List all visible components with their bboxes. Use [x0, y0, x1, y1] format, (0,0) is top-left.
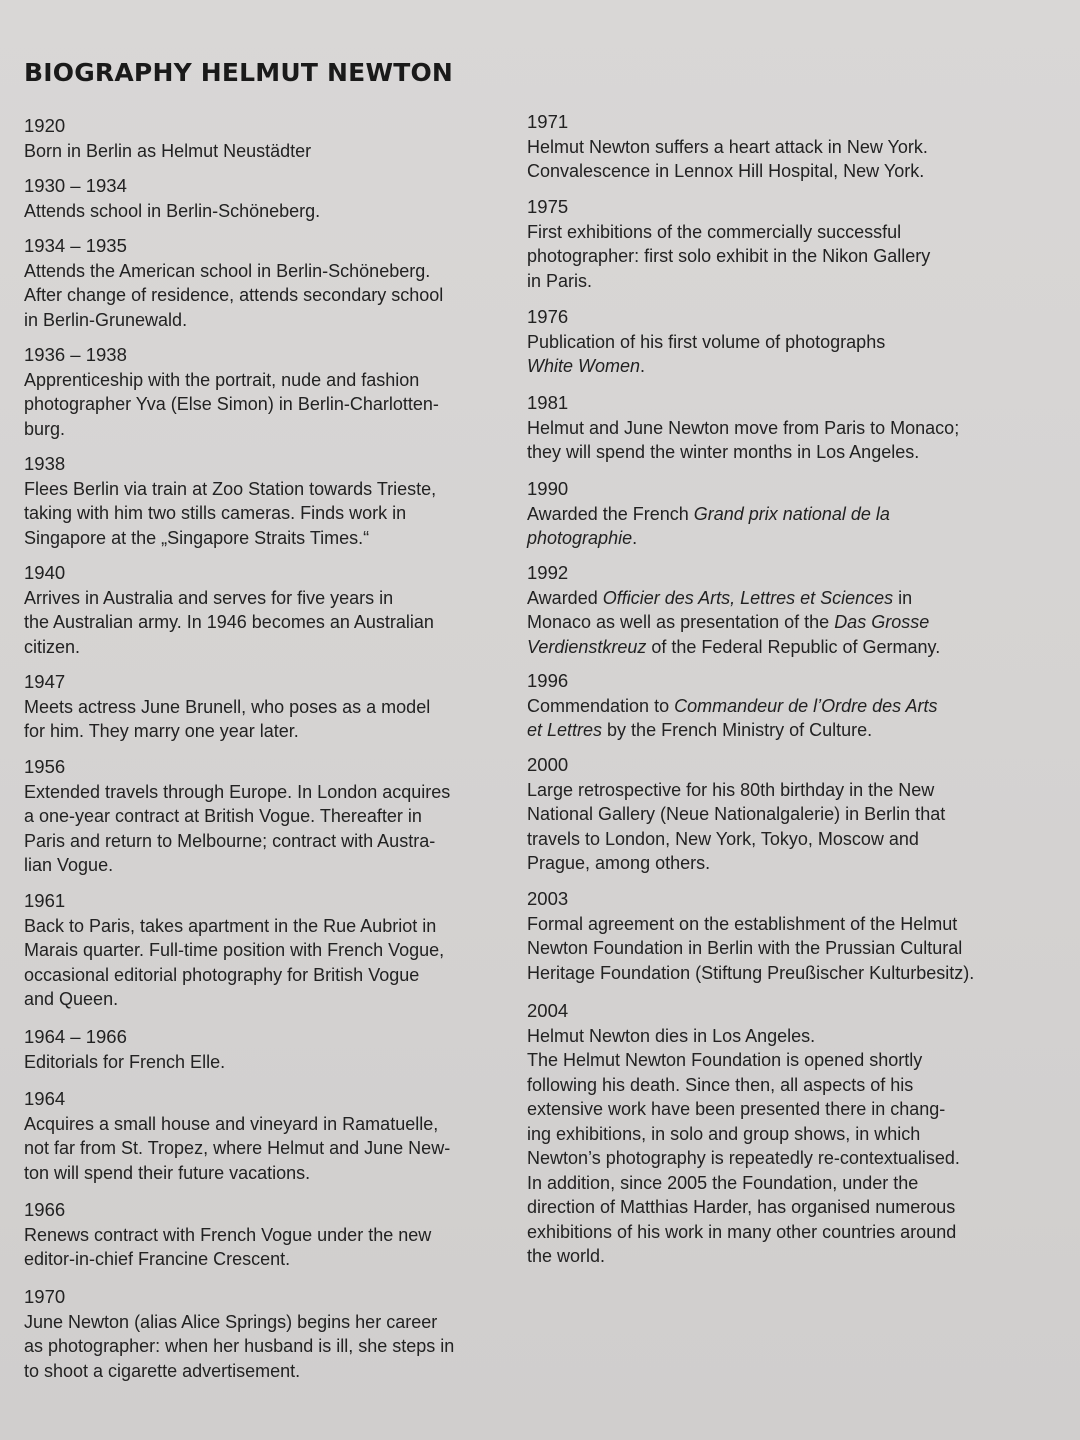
- entry-2000: [527, 753, 1017, 876]
- entry-year: 2004: [527, 1000, 569, 1021]
- entry-1930-1934: [24, 174, 494, 223]
- entry-line: taking with him two stills cameras. Finds work in: [24, 503, 407, 523]
- entry-line: Editorials for French Elle.: [24, 1051, 226, 1072]
- entry-year: 1990: [527, 478, 569, 499]
- entry-line: The Helmut Newton Foundation is opened shortly: [527, 1050, 923, 1070]
- entry-year: 2003: [527, 888, 569, 909]
- entry-1940: [24, 561, 494, 659]
- entry-1936-1938: [24, 343, 494, 441]
- entry-line: Marais quarter. Full-time position with French Vogue,: [24, 940, 445, 960]
- entry-line: Paris and return to Melbourne; contract with Austra-: [24, 830, 436, 851]
- entry-year: 1970: [24, 1286, 66, 1307]
- entry-year: 1975: [527, 196, 569, 217]
- entry-line: Helmut Newton dies in Los Angeles.: [527, 1025, 816, 1046]
- entry-year: 1940: [24, 562, 66, 583]
- entry-text: [24, 199, 494, 224]
- entry-text: [527, 502, 1017, 551]
- entry-1961: [24, 889, 494, 1012]
- entry-text: [24, 477, 494, 551]
- entry-line: as photographer: when her husband is ill, she steps in: [24, 1336, 455, 1356]
- entry-text: [527, 1024, 1017, 1269]
- award-title: photographie: [527, 528, 633, 548]
- entry-line: photographer: first solo exhibit in the Nikon Gallery: [527, 246, 931, 266]
- entry-text: [527, 416, 1017, 465]
- entry-line: [527, 718, 1017, 743]
- entry-line: Convalescence in Lennox Hill Hospital, New York.: [527, 161, 925, 181]
- entry-line: [527, 694, 1017, 719]
- entry-line: [527, 354, 1017, 379]
- entry-line: citizen.: [24, 636, 81, 657]
- entry-year: 1930 – 1934: [24, 175, 127, 196]
- entry-line: and Queen.: [24, 989, 119, 1009]
- entry-line: Helmut and June Newton move from Paris to Monaco;: [527, 417, 960, 438]
- entry-line: [527, 586, 1017, 611]
- entry-text: [527, 694, 1017, 743]
- text-span: Commendation to: [527, 695, 675, 716]
- page-title: BIOGRAPHY HELMUT NEWTON: [24, 58, 454, 87]
- entry-line: Large retrospective for his 80th birthday in the New: [527, 779, 935, 800]
- entry-1964: [24, 1087, 494, 1185]
- entry-line: they will spend the winter months in Los Angeles.: [527, 442, 920, 462]
- punctuation: .: [632, 528, 638, 548]
- entry-year: 1976: [527, 306, 569, 327]
- entry-line: lian Vogue.: [24, 855, 114, 875]
- entry-year: 1961: [24, 890, 66, 911]
- entry-year: 1947: [24, 671, 66, 692]
- entry-line: for him. They marry one year later.: [24, 721, 299, 741]
- entry-text: [527, 330, 1017, 379]
- entry-line: Prague, among others.: [527, 853, 711, 873]
- entry-year: 1971: [527, 111, 569, 132]
- text-span: of the Federal Republic of Germany.: [646, 636, 941, 657]
- entry-line: in Paris.: [527, 270, 593, 291]
- award-title: Verdienstkreuz: [527, 636, 647, 657]
- entry-line: National Gallery (Neue Nationalgalerie) in Berlin that: [527, 804, 946, 824]
- entry-year: 1920: [24, 115, 66, 136]
- entry-text: [527, 912, 1017, 986]
- entry-line: Apprenticeship with the portrait, nude and fashion: [24, 369, 420, 390]
- entry-1966: [24, 1198, 494, 1272]
- entry-year: 1964 – 1966: [24, 1026, 127, 1047]
- entry-line: not far from St. Tropez, where Helmut and June New-: [24, 1138, 451, 1158]
- entry-text: [24, 1112, 494, 1186]
- entry-1934-1935: [24, 234, 494, 332]
- entry-year: 2000: [527, 754, 569, 775]
- entry-text: [24, 139, 494, 164]
- entry-line: Arrives in Australia and serves for five years in: [24, 587, 394, 608]
- award-title: Grand prix national de la: [693, 503, 890, 524]
- entry-1970: [24, 1285, 494, 1383]
- text-span: Awarded the French: [527, 503, 694, 524]
- entry-line: Helmut Newton suffers a heart attack in New York.: [527, 136, 928, 157]
- entry-line: travels to London, New York, Tokyo, Moscow and: [527, 828, 919, 849]
- award-title: Officier des Arts, Lettres et Sciences: [602, 587, 894, 608]
- entry-1981: [527, 391, 1017, 465]
- entry-line: Acquires a small house and vineyard in Ramatuelle,: [24, 1113, 439, 1134]
- entry-text: [24, 1223, 494, 1272]
- entry-year: 1956: [24, 756, 66, 777]
- entry-line: the Australian army. In 1946 becomes an Australian: [24, 612, 434, 632]
- entry-1975: [527, 195, 1017, 293]
- award-title: Commandeur de l’Ordre des Arts: [674, 695, 938, 716]
- entry-line: Newton Foundation in Berlin with the Prussian Cultural: [527, 938, 963, 958]
- entry-line: Attends the American school in Berlin-Schöneberg.: [24, 260, 431, 281]
- entry-line: Newton’s photography is repeatedly re-contextualised.: [527, 1148, 960, 1168]
- entry-year: 1938: [24, 453, 66, 474]
- entry-line: editor-in-chief Francine Crescent.: [24, 1249, 291, 1269]
- entry-2004: [527, 999, 1017, 1269]
- award-title: et Lettres: [527, 720, 603, 740]
- text-span: Monaco as well as presentation of the: [527, 612, 835, 632]
- entry-1956: [24, 755, 494, 878]
- entry-text: [24, 1050, 494, 1075]
- entry-2003: [527, 887, 1017, 985]
- entry-text: [24, 914, 494, 1012]
- award-title: Das Grosse: [834, 612, 930, 632]
- entry-year: 1981: [527, 392, 569, 413]
- entry-text: [24, 1310, 494, 1384]
- entry-line: In addition, since 2005 the Foundation, under the: [527, 1172, 919, 1193]
- entry-line: extensive work have been presented there in chang-: [527, 1099, 946, 1119]
- entry-line: burg.: [24, 418, 66, 439]
- entry-1920: [24, 114, 494, 163]
- entry-line: ing exhibitions, in solo and group shows, in which: [527, 1123, 921, 1144]
- entry-line: Publication of his first volume of photographs: [527, 331, 886, 352]
- entry-1947: [24, 670, 494, 744]
- entry-line: [527, 610, 1017, 635]
- entry-1996: [527, 669, 1017, 743]
- entry-line: following his death. Since then, all aspects of his: [527, 1074, 914, 1095]
- entry-line: After change of residence, attends secondary school: [24, 285, 444, 305]
- entry-line: Formal agreement on the establishment of the Helmut: [527, 913, 958, 934]
- entry-1971: [527, 110, 1017, 184]
- entry-text: [24, 368, 494, 442]
- entry-1990: [527, 477, 1017, 551]
- entry-1992: [527, 561, 1017, 659]
- entry-text: [527, 586, 1017, 660]
- entry-line: [527, 526, 1017, 551]
- entry-line: Extended travels through Europe. In London acquires: [24, 781, 451, 802]
- entry-line: occasional editorial photography for British Vogue: [24, 964, 420, 985]
- entry-line: Meets actress June Brunell, who poses as a model: [24, 696, 431, 717]
- entry-line: First exhibitions of the commercially successful: [527, 221, 902, 242]
- entry-line: Renews contract with French Vogue under the new: [24, 1224, 432, 1245]
- entry-line: direction of Matthias Harder, has organised numerous: [527, 1197, 956, 1217]
- entry-text: [24, 586, 494, 660]
- book-title: White Women: [527, 356, 641, 376]
- entry-year: 1936 – 1938: [24, 344, 127, 365]
- entry-1976: [527, 305, 1017, 379]
- entry-line: Singapore at the „Singapore Straits Times.“: [24, 527, 370, 548]
- entry-line: Attends school in Berlin-Schöneberg.: [24, 200, 321, 221]
- entry-text: [24, 259, 494, 333]
- entry-year: 1992: [527, 562, 569, 583]
- entry-line: ton will spend their future vacations.: [24, 1162, 311, 1183]
- entry-text: [24, 780, 494, 878]
- entry-text: [527, 135, 1017, 184]
- entry-1964-1966: [24, 1025, 494, 1074]
- entry-line: Heritage Foundation (Stiftung Preußischer Kulturbesitz).: [527, 962, 975, 983]
- entry-line: the world.: [527, 1246, 606, 1266]
- entry-1938: [24, 452, 494, 550]
- entry-line: Flees Berlin via train at Zoo Station towards Trieste,: [24, 478, 437, 499]
- entry-line: exhibitions of his work in many other countries around: [527, 1221, 957, 1242]
- entry-line: to shoot a cigarette advertisement.: [24, 1360, 301, 1381]
- entry-line: [527, 502, 1017, 527]
- text-span: Awarded: [527, 587, 603, 608]
- entry-line: a one-year contract at British Vogue. Thereafter in: [24, 806, 422, 826]
- entry-text: [24, 695, 494, 744]
- entry-text: [527, 220, 1017, 294]
- entry-line: Back to Paris, takes apartment in the Rue Aubriot in: [24, 915, 437, 936]
- entry-year: 1964: [24, 1088, 66, 1109]
- entry-year: 1934 – 1935: [24, 235, 127, 256]
- entry-line: Born in Berlin as Helmut Neustädter: [24, 140, 312, 161]
- text-span: in: [893, 587, 913, 608]
- text-span: by the French Ministry of Culture.: [602, 720, 873, 740]
- entry-line: photographer Yva (Else Simon) in Berlin-Charlotten-: [24, 394, 439, 414]
- entry-line: [527, 635, 1017, 660]
- punctuation: .: [640, 356, 646, 376]
- entry-text: [527, 778, 1017, 876]
- entry-year: 1966: [24, 1199, 66, 1220]
- entry-line: June Newton (alias Alice Springs) begins her career: [24, 1311, 438, 1332]
- entry-year: 1996: [527, 670, 569, 691]
- entry-line: in Berlin-Grunewald.: [24, 309, 188, 330]
